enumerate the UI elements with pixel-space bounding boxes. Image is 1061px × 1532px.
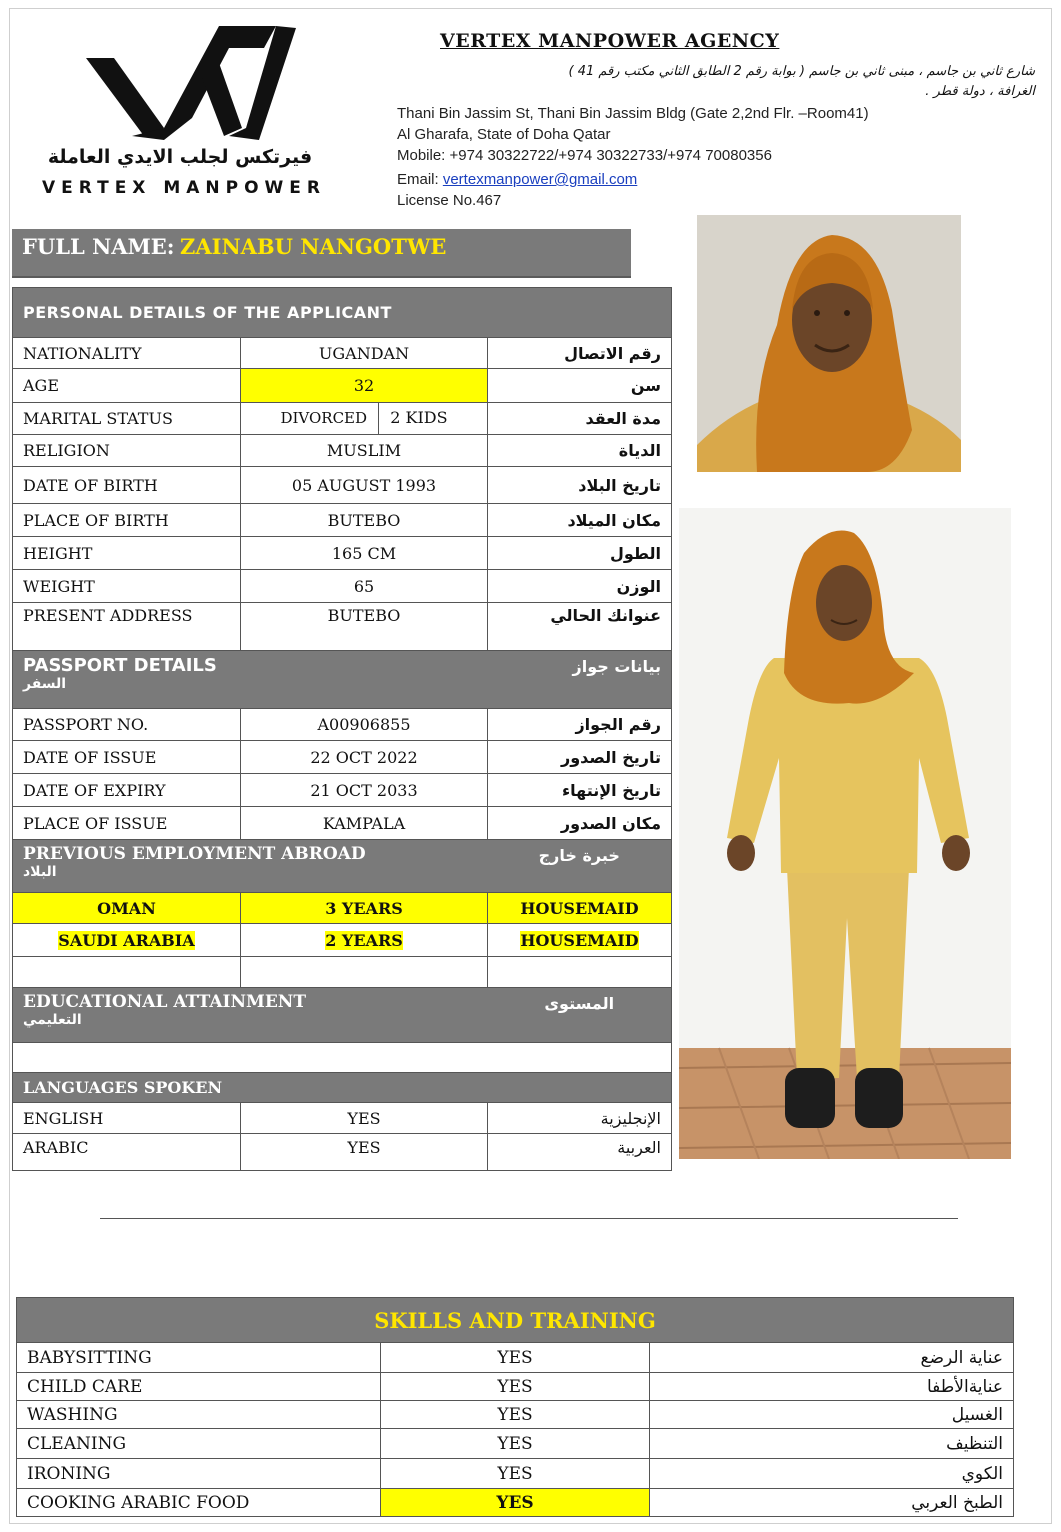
skill-arabic: الكوي bbox=[650, 1459, 1014, 1489]
table-row bbox=[13, 338, 672, 369]
agency-license: License No.467 bbox=[397, 192, 502, 209]
languages-title: LANGUAGES SPOKEN bbox=[13, 1073, 672, 1103]
passport-details-title: PASSPORT DETAILS bbox=[23, 655, 217, 676]
row-value: BUTEBO bbox=[241, 603, 488, 651]
agency-email-label: Email: bbox=[397, 171, 443, 188]
table-row bbox=[13, 709, 672, 741]
applicant-full-body-photo bbox=[679, 508, 1011, 1159]
table-row bbox=[13, 403, 672, 435]
employment-row bbox=[13, 893, 672, 924]
table-row bbox=[13, 369, 672, 403]
row-label: ARABIC bbox=[13, 1134, 241, 1171]
logo-arabic-text: فيرتكس لجلب الايدي العاملة bbox=[47, 146, 313, 168]
agency-address-2: Al Gharafa, State of Doha Qatar bbox=[397, 126, 611, 143]
table-row bbox=[13, 603, 672, 651]
skill-row bbox=[17, 1459, 1014, 1489]
skill-arabic: الطبخ العربي bbox=[650, 1489, 1014, 1517]
employment-arabic-a: خبرة خارج bbox=[488, 840, 672, 893]
skill-row bbox=[17, 1429, 1014, 1459]
skill-label: WASHING bbox=[17, 1401, 381, 1429]
row-label: NATIONALITY bbox=[13, 338, 241, 369]
row-value: MUSLIM bbox=[241, 435, 488, 467]
table-row bbox=[13, 435, 672, 467]
employment-duration: 3 YEARS bbox=[241, 893, 488, 924]
row-value: 22 OCT 2022 bbox=[241, 741, 488, 774]
skill-label: BABYSITTING bbox=[17, 1343, 381, 1373]
skill-value: YES bbox=[381, 1401, 650, 1429]
skill-value: YES bbox=[381, 1373, 650, 1401]
row-label: DATE OF BIRTH bbox=[13, 467, 241, 504]
agency-mobile: Mobile: +974 30322722/+974 30322733/+974 70080356 bbox=[397, 147, 772, 164]
skill-arabic: الغسيل bbox=[650, 1401, 1014, 1429]
row-arabic: تاريخ الصدور bbox=[488, 741, 672, 774]
employment-header-row bbox=[13, 840, 672, 893]
marital-status-value: DIVORCED bbox=[280, 409, 368, 427]
full-name-value: ZAINABU NANGOTWE bbox=[180, 234, 447, 259]
skill-label: COOKING ARABIC FOOD bbox=[17, 1489, 381, 1517]
row-arabic: رقم الجواز bbox=[488, 709, 672, 741]
employment-duration: 2 YEARS bbox=[325, 930, 403, 950]
row-label: WEIGHT bbox=[13, 570, 241, 603]
employment-arabic-b: البلاد bbox=[23, 864, 57, 880]
row-value: KAMPALA bbox=[241, 807, 488, 840]
section-divider bbox=[100, 1218, 958, 1219]
table-row bbox=[13, 1103, 672, 1134]
row-arabic: الدياة bbox=[488, 435, 672, 467]
employment-country: SAUDI ARABIA bbox=[58, 930, 195, 950]
children-value: 2 KIDS bbox=[390, 408, 448, 427]
row-label: RELIGION bbox=[13, 435, 241, 467]
row-arabic: عنوانك الحالي bbox=[488, 603, 672, 651]
skills-title: SKILLS AND TRAINING bbox=[17, 1298, 1014, 1343]
row-value: 65 bbox=[241, 570, 488, 603]
row-arabic: تاريخ الإنتهاء bbox=[488, 774, 672, 807]
education-arabic-a: المستوى bbox=[488, 988, 672, 1043]
row-arabic: رقم الاتصال bbox=[488, 338, 672, 369]
table-row bbox=[13, 570, 672, 603]
skill-row bbox=[17, 1343, 1014, 1373]
row-value: YES bbox=[241, 1134, 488, 1171]
row-arabic: مكان الصدور bbox=[488, 807, 672, 840]
table-row bbox=[13, 1134, 672, 1171]
employment-country: OMAN bbox=[13, 893, 241, 924]
row-arabic: الإنجليزية bbox=[488, 1103, 672, 1134]
table-row bbox=[13, 741, 672, 774]
employment-position: HOUSEMAID bbox=[520, 930, 639, 950]
agency-address-1: Thani Bin Jassim St, Thani Bin Jassim Bldg (Gate 2,2nd Flr. –Room41) bbox=[397, 105, 869, 122]
skill-arabic: التنظيف bbox=[650, 1429, 1014, 1459]
languages-header-row bbox=[13, 1073, 672, 1103]
agency-title: VERTEX MANPOWER AGENCY bbox=[440, 30, 780, 52]
education-title: EDUCATIONAL ATTAINMENT bbox=[23, 992, 306, 1012]
row-value: 05 AUGUST 1993 bbox=[241, 467, 488, 504]
row-arabic: العربية bbox=[488, 1134, 672, 1171]
skill-label: CHILD CARE bbox=[17, 1373, 381, 1401]
agency-arabic-address-2: الغرافة ، دولة قطر . bbox=[925, 84, 1035, 99]
table-row bbox=[13, 537, 672, 570]
row-label: PLACE OF ISSUE bbox=[13, 807, 241, 840]
row-value: BUTEBO bbox=[241, 504, 488, 537]
row-label: DATE OF EXPIRY bbox=[13, 774, 241, 807]
row-arabic: مدة العقد bbox=[488, 403, 672, 435]
education-arabic-b: التعليمي bbox=[23, 1012, 82, 1028]
row-label: PLACE OF BIRTH bbox=[13, 504, 241, 537]
skill-label: CLEANING bbox=[17, 1429, 381, 1459]
row-label: AGE bbox=[13, 369, 241, 403]
employment-position: HOUSEMAID bbox=[488, 893, 672, 924]
row-label: DATE OF ISSUE bbox=[13, 741, 241, 774]
passport-arabic-b: السفر bbox=[23, 676, 67, 692]
skill-row bbox=[17, 1373, 1014, 1401]
table-row bbox=[13, 774, 672, 807]
logo-english-text: VERTEX MANPOWER bbox=[42, 178, 326, 198]
education-header-row bbox=[13, 988, 672, 1043]
skill-row bbox=[17, 1401, 1014, 1429]
row-label: MARITAL STATUS bbox=[13, 403, 241, 435]
full-name-label: FULL NAME: bbox=[22, 234, 175, 259]
full-name-bar bbox=[12, 229, 631, 278]
skill-arabic: عناية الرضع bbox=[650, 1343, 1014, 1373]
skill-arabic: عنايةالأطفا bbox=[650, 1373, 1014, 1401]
table-row bbox=[13, 467, 672, 504]
row-arabic: مكان الميلاد bbox=[488, 504, 672, 537]
skill-label: IRONING bbox=[17, 1459, 381, 1489]
employment-title: PREVIOUS EMPLOYMENT ABROAD bbox=[23, 844, 366, 864]
table-row bbox=[13, 807, 672, 840]
row-label: PRESENT ADDRESS bbox=[13, 603, 241, 651]
row-value: 21 OCT 2033 bbox=[241, 774, 488, 807]
skill-value: YES bbox=[381, 1429, 650, 1459]
skill-value: YES bbox=[381, 1489, 650, 1517]
skills-table bbox=[16, 1297, 1014, 1517]
passport-header-row bbox=[13, 651, 672, 709]
row-arabic: الطول bbox=[488, 537, 672, 570]
row-value: 165 CM bbox=[241, 537, 488, 570]
passport-arabic-a: بيانات جواز bbox=[488, 651, 672, 709]
applicant-details-table bbox=[12, 287, 672, 1171]
row-label: ENGLISH bbox=[13, 1103, 241, 1134]
row-arabic: تاريخ البلاد bbox=[488, 467, 672, 504]
row-label: PASSPORT NO. bbox=[13, 709, 241, 741]
employment-row bbox=[13, 924, 672, 957]
row-value: 32 bbox=[241, 369, 488, 403]
marital-status-cell bbox=[241, 403, 488, 435]
vertex-logo-mark bbox=[14, 18, 364, 148]
skill-value: YES bbox=[381, 1459, 650, 1489]
row-value: YES bbox=[241, 1103, 488, 1134]
table-row bbox=[13, 504, 672, 537]
skill-row bbox=[17, 1489, 1014, 1517]
skill-value: YES bbox=[381, 1343, 650, 1373]
row-value: UGANDAN bbox=[241, 338, 488, 369]
agency-email-link[interactable]: vertexmanpower@gmail.com bbox=[442, 171, 638, 188]
agency-email-line bbox=[397, 171, 637, 188]
employment-row-empty bbox=[13, 957, 672, 988]
applicant-portrait-photo bbox=[697, 215, 961, 472]
personal-details-title: PERSONAL DETAILS OF THE APPLICANT bbox=[13, 288, 672, 338]
row-arabic: سن bbox=[488, 369, 672, 403]
row-value: A00906855 bbox=[241, 709, 488, 741]
row-arabic: الوزن bbox=[488, 570, 672, 603]
education-row-empty bbox=[13, 1043, 672, 1073]
agency-arabic-address-1: شارع ثاني بن جاسم ، مبنى ثاني بن جاسم ( بوابة رقم 2 الطابق الثاني مكتب رقم 41 ) bbox=[568, 64, 1035, 79]
row-label: HEIGHT bbox=[13, 537, 241, 570]
